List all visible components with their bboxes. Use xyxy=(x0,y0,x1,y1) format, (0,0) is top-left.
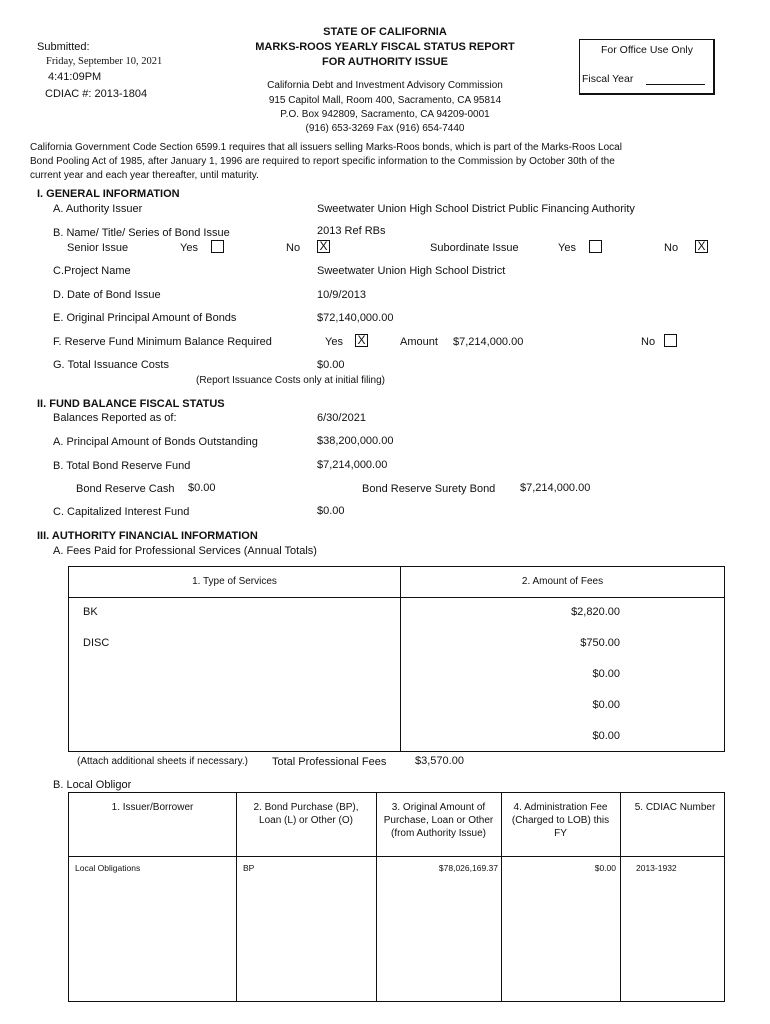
fiscal-year-label: Fiscal Year xyxy=(582,73,634,85)
reserve-required-label: F. Reserve Fund Minimum Balance Required xyxy=(53,336,272,348)
issuance-costs-value: $0.00 xyxy=(317,359,345,371)
balances-as-of-label: Balances Reported as of: xyxy=(53,412,177,424)
bonds-outstanding-label: A. Principal Amount of Bonds Outstanding xyxy=(53,436,258,448)
subordinate-no-mark: X xyxy=(695,240,708,253)
obligor-row-type: BP xyxy=(243,863,255,873)
intro-line-2: Bond Pooling Act of 1985, after January 1, 1996 are required to report specific information to the Commission by October 30th of the xyxy=(30,156,615,167)
obligor-row-borrower: Local Obligations xyxy=(75,863,141,873)
reserve-surety-label: Bond Reserve Surety Bond xyxy=(362,483,496,495)
balances-as-of-value: 6/30/2021 xyxy=(317,412,366,424)
commission-po-box: P.O. Box 942809, Sacramento, CA 94209-0001 xyxy=(280,109,490,120)
section-financial-heading: III. AUTHORITY FINANCIAL INFORMATION xyxy=(37,530,258,542)
subordinate-no-label: No xyxy=(664,242,679,254)
obligor-row-fee: $0.00 xyxy=(594,863,616,873)
subordinate-yes-label: Yes xyxy=(558,242,576,254)
obligor-divider xyxy=(620,793,621,1001)
reserve-amount-value: $7,214,000.00 xyxy=(453,336,524,348)
obligor-col-type: 2. Bond Purchase (BP), Loan (L) or Other (O) xyxy=(253,802,359,826)
fees-row-amount: $750.00 xyxy=(580,637,620,649)
intro-line-3: current year and each year thereafter, until maturity. xyxy=(30,170,259,181)
reserve-yes-label: Yes xyxy=(325,336,343,348)
title-state: STATE OF CALIFORNIA xyxy=(323,26,447,38)
submitted-date: Friday, September 10, 2021 xyxy=(46,56,163,67)
reserve-cash-label: Bond Reserve Cash xyxy=(76,483,175,495)
subordinate-yes-checkbox[interactable] xyxy=(589,240,602,253)
local-obligor-label: B. Local Obligor xyxy=(53,779,132,791)
total-fees-value: $3,570.00 xyxy=(415,755,464,767)
reserve-no-checkbox[interactable] xyxy=(664,334,677,347)
capitalized-interest-value: $0.00 xyxy=(317,505,345,517)
commission-name: California Debt and Investment Advisory Commission xyxy=(267,80,503,91)
reserve-no-label: No xyxy=(641,336,656,348)
issuance-costs-label: G. Total Issuance Costs xyxy=(53,359,169,371)
submitted-label: Submitted: xyxy=(37,41,90,53)
obligor-col-amount: 3. Original Amount of Purchase, Loan or Other (from Authority Issue) xyxy=(383,802,494,839)
title-authority: FOR AUTHORITY ISSUE xyxy=(322,56,448,68)
fiscal-year-field[interactable] xyxy=(646,84,705,85)
authority-issuer-label: A. Authority Issuer xyxy=(53,203,143,215)
reserve-yes-checkbox[interactable] xyxy=(355,334,368,347)
fees-col-type: 1. Type of Services xyxy=(192,576,277,587)
fees-row-amount: $0.00 xyxy=(592,730,620,742)
fees-row-amount: $0.00 xyxy=(592,699,620,711)
reserve-fund-value: $7,214,000.00 xyxy=(317,459,388,471)
local-obligor-table xyxy=(68,792,725,1002)
office-use-label: For Office Use Only xyxy=(601,44,693,56)
office-use-box xyxy=(579,39,715,95)
fees-row-service: DISC xyxy=(83,637,110,649)
senior-no-mark: X xyxy=(317,240,330,253)
fees-row-service: BK xyxy=(83,606,98,618)
subordinate-issue-label: Subordinate Issue xyxy=(430,242,519,254)
commission-phone: (916) 653-3269 Fax (916) 654-7440 xyxy=(305,123,465,134)
commission-address: 915 Capitol Mall, Room 400, Sacramento, CA 95814 xyxy=(268,95,502,106)
capitalized-interest-label: C. Capitalized Interest Fund xyxy=(53,506,190,518)
issuance-costs-note: (Report Issuance Costs only at initial filing) xyxy=(196,375,385,386)
obligor-header-line xyxy=(69,856,724,857)
senior-yes-label: Yes xyxy=(180,242,198,254)
bond-name-value: 2013 Ref RBs xyxy=(317,225,386,237)
obligor-col-cdiac: 5. CDIAC Number xyxy=(634,802,716,813)
fees-label: A. Fees Paid for Professional Services (Annual Totals) xyxy=(53,545,317,557)
fees-col-amount: 2. Amount of Fees xyxy=(521,576,604,587)
senior-issue-label: Senior Issue xyxy=(67,242,129,254)
reserve-amount-label: Amount xyxy=(400,336,438,348)
fees-row-amount: $2,820.00 xyxy=(571,606,620,618)
fees-table xyxy=(68,566,725,752)
project-name-label: C.Project Name xyxy=(53,265,131,277)
obligor-row-cdiac: 2013-1932 xyxy=(636,863,677,873)
obligor-divider xyxy=(376,793,377,1001)
fees-row-amount: $0.00 xyxy=(592,668,620,680)
title-report: MARKS-ROOS YEARLY FISCAL STATUS REPORT xyxy=(255,41,515,53)
section-fund-balance-heading: II. FUND BALANCE FISCAL STATUS xyxy=(37,398,225,410)
fees-table-divider xyxy=(400,567,401,751)
cdiac-number: CDIAC #: 2013-1804 xyxy=(45,88,148,100)
intro-line-1: California Government Code Section 6599.1 requires that all issuers selling Marks-Roos bonds, which is part of the Marks-Roos Local xyxy=(30,142,622,153)
senior-yes-checkbox[interactable] xyxy=(211,240,224,253)
project-name-value: Sweetwater Union High School District xyxy=(317,265,506,277)
bond-name-label: B. Name/ Title/ Series of Bond Issue xyxy=(53,227,230,239)
attach-sheets-note: (Attach additional sheets if necessary.) xyxy=(77,756,249,767)
reserve-cash-value: $0.00 xyxy=(188,482,216,494)
bonds-outstanding-value: $38,200,000.00 xyxy=(317,435,394,447)
submitted-time: 4:41:09PM xyxy=(48,71,102,83)
obligor-divider xyxy=(236,793,237,1001)
subordinate-no-checkbox[interactable] xyxy=(695,240,708,253)
authority-issuer-value: Sweetwater Union High School District Public Financing Authority xyxy=(317,203,635,215)
reserve-surety-value: $7,214,000.00 xyxy=(520,482,591,494)
reserve-fund-label: B. Total Bond Reserve Fund xyxy=(53,460,191,472)
obligor-row-amount: $78,026,169.37 xyxy=(438,863,498,873)
principal-amount-value: $72,140,000.00 xyxy=(317,312,394,324)
obligor-divider xyxy=(501,793,502,1001)
senior-no-checkbox[interactable] xyxy=(317,240,330,253)
senior-no-label: No xyxy=(286,242,301,254)
principal-amount-label: E. Original Principal Amount of Bonds xyxy=(53,312,237,324)
section-general-heading: I. GENERAL INFORMATION xyxy=(37,188,180,200)
issue-date-value: 10/9/2013 xyxy=(317,289,366,301)
issue-date-label: D. Date of Bond Issue xyxy=(53,289,161,301)
obligor-col-borrower: 1. Issuer/Borrower xyxy=(111,802,194,813)
total-fees-label: Total Professional Fees xyxy=(272,756,387,768)
obligor-col-fee: 4. Administration Fee (Charged to LOB) this FY xyxy=(511,802,610,839)
fees-table-header-line xyxy=(69,597,724,598)
reserve-yes-mark: X xyxy=(355,334,368,347)
